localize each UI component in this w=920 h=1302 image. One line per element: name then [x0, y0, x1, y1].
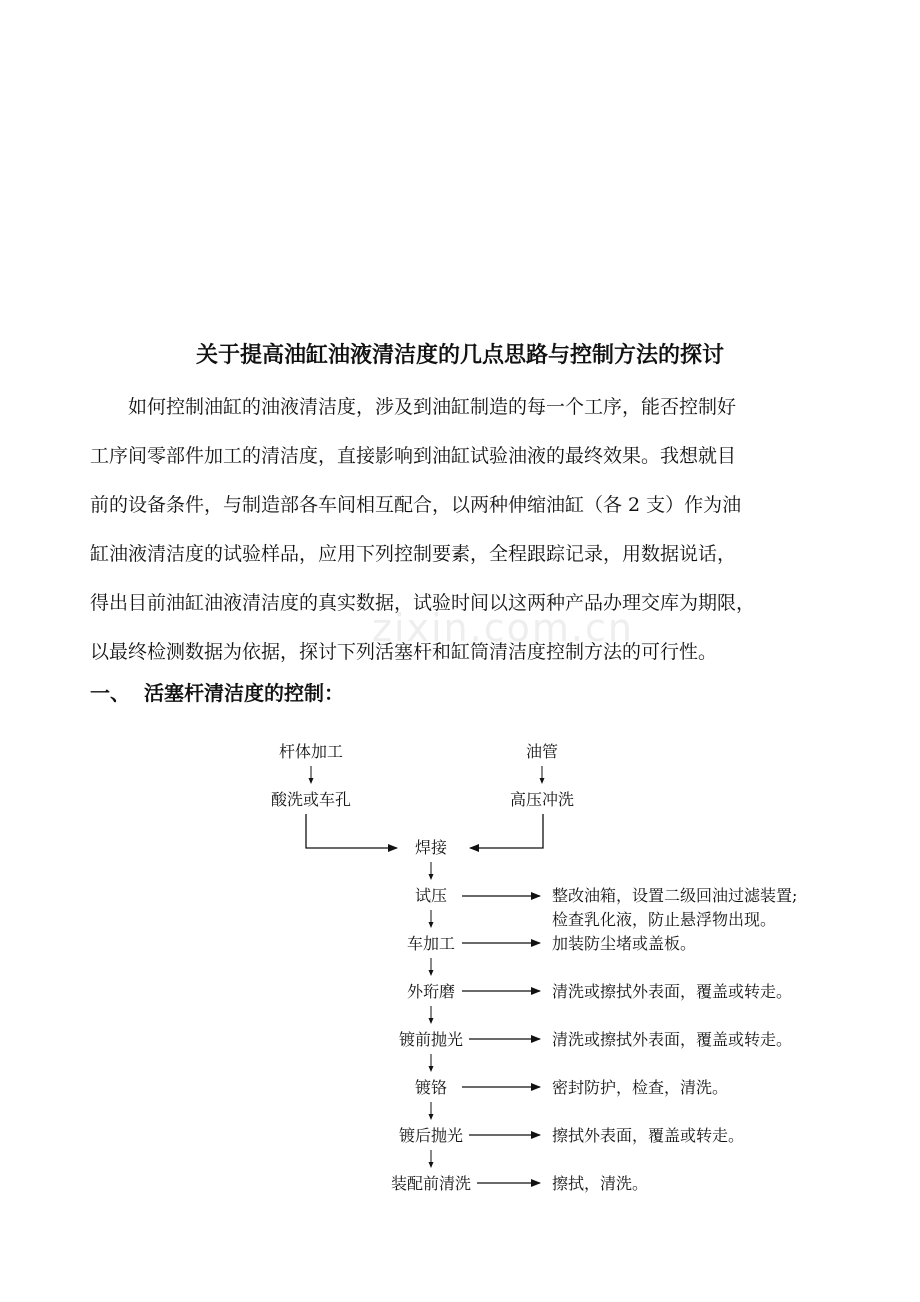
flow-step-pressure-test: 试压	[414, 886, 448, 905]
flow-action-text: 密封防护，检查，清洗。	[552, 1078, 729, 1097]
flow-connector-left	[306, 814, 397, 848]
flow-step-pre-plating-polish: 镀前抛光	[398, 1030, 464, 1049]
flow-action-text: 清洗或擦拭外表面，覆盖或转走。	[552, 1030, 793, 1049]
flow-node-oil-pipe: 油管	[525, 742, 559, 761]
flow-step-post-plating-polish: 镀后抛光	[398, 1126, 464, 1145]
section-title: 活塞杆清洁度的控制：	[144, 681, 344, 705]
flow-node-rod-machining: 杆体加工	[278, 742, 344, 761]
section-number: 一、	[90, 681, 130, 705]
flow-action-text: 擦拭外表面，覆盖或转走。	[552, 1126, 745, 1145]
document-title: 关于提高油缸油液清洁度的几点思路与控制方法的探讨	[195, 343, 724, 368]
paragraph-line: 缸油液清洁度的试验样品，应用下列控制要素，全程跟踪记录，用数据说话，	[90, 543, 737, 565]
paragraph-line: 如何控制油缸的油液清洁度，涉及到油缸制造的每一个工序，能否控制好	[128, 396, 737, 418]
flow-connector-right	[470, 814, 543, 848]
paragraph-line: 得出目前油缸油液清洁度的真实数据，试验时间以这两种产品办理交库为期限，	[90, 592, 756, 614]
flow-step-welding: 焊接	[414, 838, 448, 857]
watermark: zixin.com.cn	[372, 606, 634, 650]
flow-action-text: 擦拭，清洗。	[552, 1174, 649, 1193]
flow-step-chrome-plating: 镀铬	[414, 1078, 448, 1097]
flow-step-pre-assembly-cleaning: 装配前清洗	[390, 1174, 472, 1193]
flow-step-turning: 车加工	[406, 934, 456, 953]
flow-action-text: 加装防尘堵或盖板。	[552, 934, 697, 953]
flow-action-text: 检查乳化液，防止悬浮物出现。	[552, 910, 777, 929]
flow-node-high-pressure-flush: 高压冲洗	[509, 790, 575, 809]
flow-action-text: 清洗或擦拭外表面，覆盖或转走。	[552, 982, 793, 1001]
paragraph-line: 以最终检测数据为依据，探讨下列活塞杆和缸筒清洁度控制方法的可行性。	[90, 641, 718, 663]
flow-step-honing: 外珩磨	[406, 982, 456, 1001]
flow-action-text: 整改油箱，设置二级回油过滤装置;	[552, 886, 798, 905]
flow-node-pickling: 酸洗或车孔	[270, 790, 352, 809]
paragraph-line: 前的设备条件，与制造部各车间相互配合，以两种伸缩油缸（各 2 支）作为油	[90, 494, 742, 516]
paragraph-line: 工序间零部件加工的清洁度，直接影响到油缸试验油液的最终效果。我想就目	[90, 445, 737, 467]
